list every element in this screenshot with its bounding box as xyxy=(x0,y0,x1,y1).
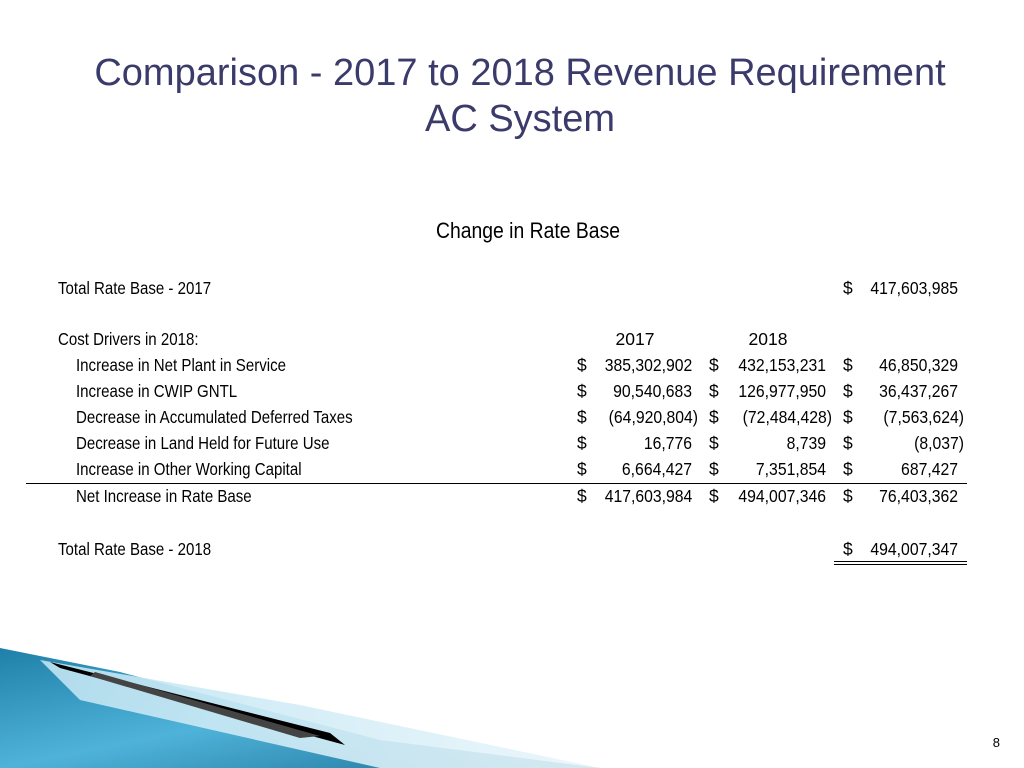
row-value-2017: 6,664,427 xyxy=(621,459,692,479)
dollar-sign: $ xyxy=(843,355,853,375)
row-label: Increase in CWIP GNTL xyxy=(76,381,238,401)
total-2017-dollar: $ xyxy=(843,278,853,298)
row-value-2017: 90,540,683 xyxy=(613,381,692,401)
slide-title xyxy=(40,50,1000,142)
row-value-2018: 7,351,854 xyxy=(755,459,826,479)
dollar-sign: $ xyxy=(709,407,719,427)
row-label: Decrease in Accumulated Deferred Taxes xyxy=(76,407,353,427)
table-subtitle: Change in Rate Base xyxy=(435,218,621,243)
dollar-sign: $ xyxy=(843,486,853,506)
subtotal-rule xyxy=(26,483,967,484)
dollar-sign: $ xyxy=(577,407,587,427)
row-change: 687,427 xyxy=(901,459,958,479)
dollar-sign: $ xyxy=(843,433,853,453)
total-2018-value: 494,007,347 xyxy=(870,539,958,559)
dollar-sign: $ xyxy=(577,486,587,506)
dollar-sign: $ xyxy=(577,433,587,453)
row-change: (8,037) xyxy=(914,433,964,453)
dollar-sign: $ xyxy=(577,459,587,479)
row-value-2018: (72,484,428) xyxy=(742,407,832,427)
column-header-2018: 2018 xyxy=(748,329,788,349)
row-value-2018: 432,153,231 xyxy=(738,355,826,375)
dollar-sign: $ xyxy=(709,381,719,401)
net-increase-2017: 417,603,984 xyxy=(604,486,693,506)
total-2018-dollar: $ xyxy=(843,539,853,559)
total-2018-label: Total Rate Base - 2018 xyxy=(58,539,212,559)
row-change: 36,437,267 xyxy=(879,381,958,401)
dollar-sign: $ xyxy=(709,433,719,453)
dollar-sign: $ xyxy=(709,486,719,506)
net-increase-change: 76,403,362 xyxy=(879,486,958,506)
total-2017-label: Total Rate Base - 2017 xyxy=(58,278,212,298)
row-label: Increase in Net Plant in Service xyxy=(76,355,286,375)
page-number: 8 xyxy=(992,735,1000,750)
net-increase-label: Net Increase in Rate Base xyxy=(76,486,252,506)
row-value-2018: 126,977,950 xyxy=(738,381,826,401)
dollar-sign: $ xyxy=(843,459,853,479)
row-change: 46,850,329 xyxy=(879,355,958,375)
dollar-sign: $ xyxy=(709,459,719,479)
title-line-1: Comparison - 2017 to 2018 Revenue Requirement xyxy=(94,52,946,94)
dollar-sign: $ xyxy=(577,381,587,401)
row-label: Increase in Other Working Capital xyxy=(76,459,302,479)
dollar-sign: $ xyxy=(709,355,719,375)
row-value-2018: 8,739 xyxy=(786,433,826,453)
dollar-sign: $ xyxy=(843,381,853,401)
double-underline-top xyxy=(834,561,967,562)
cost-drivers-label: Cost Drivers in 2018: xyxy=(58,329,199,349)
row-value-2017: 385,302,902 xyxy=(604,355,693,375)
total-2017-value: 417,603,985 xyxy=(870,278,958,298)
column-header-2017: 2017 xyxy=(615,329,655,349)
dollar-sign: $ xyxy=(843,407,853,427)
title-line-2: AC System xyxy=(424,98,616,140)
double-underline-bottom xyxy=(834,564,967,565)
row-value-2017: (64,920,804) xyxy=(608,407,698,427)
net-increase-2018: 494,007,346 xyxy=(738,486,826,506)
row-value-2017: 16,776 xyxy=(643,433,692,453)
row-change: (7,563,624) xyxy=(883,407,964,427)
row-label: Decrease in Land Held for Future Use xyxy=(76,433,330,453)
dollar-sign: $ xyxy=(577,355,587,375)
